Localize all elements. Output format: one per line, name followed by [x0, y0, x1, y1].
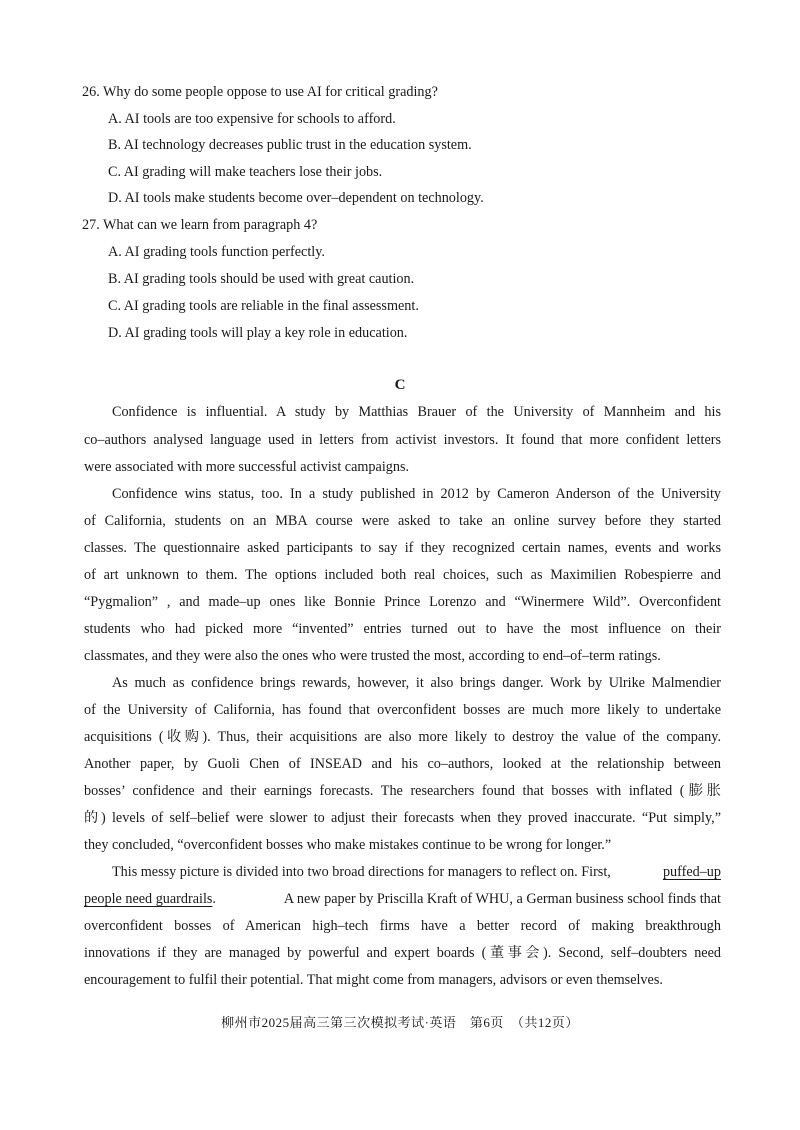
question-26-option-a: A. AI tools are too expensive for schools to afford.	[108, 111, 396, 127]
passage-line: innovations if they are managed by powerful and expert boards (董事会). Second, self–doubters need	[84, 945, 721, 961]
punctuation: .	[212, 891, 216, 907]
passage-line: Another paper, by Guoli Chen of INSEAD and his co–authors, looked at the relationship between	[84, 756, 721, 772]
question-26-option-b: B. AI technology decreases public trust in the education system.	[108, 137, 472, 153]
question-27-option-a: A. AI grading tools function perfectly.	[108, 244, 325, 260]
question-27-option-b: B. AI grading tools should be used with great caution.	[108, 271, 415, 287]
passage-line: bosses’ confidence and their earnings forecasts. The researchers found that bosses with inflated (膨胀	[84, 783, 721, 799]
question-26-option-c: C. AI grading will make teachers lose their jobs.	[108, 164, 383, 180]
passage-line: 的) levels of self–belief were slower to adjust their forecasts when they proved inaccurate. “Put simply,”	[84, 810, 721, 826]
passage-line-with-underline	[112, 863, 721, 881]
passage-line: co–authors analysed language used in letters from activist investors. It found that more confident letters	[84, 432, 721, 448]
passage-line: of art unknown to them. The options included both real choices, such as Maximilien Robespierre and	[84, 567, 721, 583]
passage-line: “Pygmalion” , and made–up ones like Bonnie Prince Lorenzo and “Winermere Wild”. Overconfident	[84, 594, 721, 610]
passage-line: of California, students on an MBA course were asked to take an online survey before they started	[84, 513, 721, 529]
question-27-option-c: C. AI grading tools are reliable in the final assessment.	[108, 298, 419, 314]
question-27-option-d: D. AI grading tools will play a key role in education.	[108, 325, 408, 341]
passage-line: As much as confidence brings rewards, however, it also brings danger. Work by Ulrike Malmendier	[112, 675, 721, 691]
underlined-phrase-part-1: puffed–up	[662, 864, 721, 880]
passage-line-with-underline	[84, 890, 721, 908]
page-footer: 柳州市2025届高三第三次模拟考试·英语 第6页 （共12页）	[221, 1015, 579, 1030]
question-26-option-d: D. AI tools make students become over–dependent on technology.	[108, 190, 484, 206]
passage-line: Confidence wins status, too. In a study published in 2012 by Cameron Anderson of the University	[112, 486, 721, 502]
question-26-stem: 26. Why do some people oppose to use AI for critical grading?	[82, 84, 438, 100]
passage-line: acquisitions (收购). Thus, their acquisitions are also more likely to destroy the value of the company.	[84, 729, 721, 745]
passage-line: were associated with more successful activist campaigns.	[84, 459, 410, 475]
underlined-phrase-wrap	[84, 890, 216, 908]
passage-line: Confidence is influential. A study by Matthias Brauer of the University of Mannheim and his	[112, 404, 721, 420]
passage-line: they concluded, “overconfident bosses who make mistakes continue to be wrong for longer.”	[84, 837, 612, 853]
passage-line: overconfident bosses of American high–tech firms have a better record of making breakthrough	[84, 918, 721, 934]
passage-line: classes. The questionnaire asked participants to say if they recognized certain names, events and works	[84, 540, 721, 556]
passage-line: of the University of California, has found that overconfident bosses are much more likely to undertake	[84, 702, 721, 718]
question-27-stem: 27. What can we learn from paragraph 4?	[82, 217, 318, 233]
underlined-phrase-part-2: people need guardrails	[84, 891, 213, 907]
passage-line: classmates, and they were also the ones who were trusted the most, according to end–of–term ratings.	[84, 648, 661, 664]
passage-line: students who had picked more “invented” entries turned out to have the most influence on their	[84, 621, 721, 637]
section-title: C	[394, 377, 406, 393]
passage-text: This messy picture is divided into two broad directions for managers to reflect on. First,	[112, 864, 611, 880]
passage-line: encouragement to fulfil their potential. That might come from managers, advisors or even themselves.	[84, 972, 663, 988]
passage-text: A new paper by Priscilla Kraft of WHU, a German business school finds that	[283, 891, 721, 907]
